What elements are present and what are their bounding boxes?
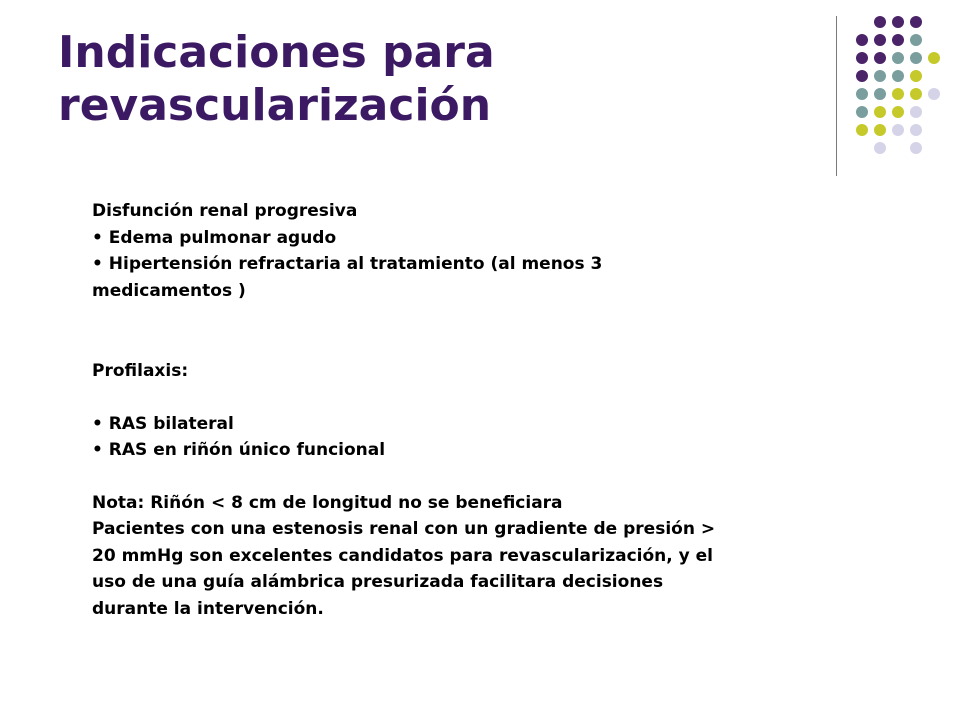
decorative-dot — [874, 34, 886, 46]
decorative-dot — [892, 124, 904, 136]
decorative-dot — [856, 106, 868, 118]
profilaxis-heading: Profilaxis: — [92, 361, 189, 381]
slide-title — [58, 26, 818, 132]
decorative-dot — [856, 52, 868, 64]
body-line: Disfunción renal progresiva — [92, 201, 358, 221]
decorative-dot — [892, 88, 904, 100]
title-line-1: Indicaciones para — [58, 27, 495, 78]
decorative-dot — [892, 106, 904, 118]
slide-body — [92, 198, 862, 622]
body-line: • Hipertensión refractaria al tratamiento (al menos 3 — [92, 254, 603, 274]
decorative-divider — [836, 16, 837, 176]
note-line: Nota: Riñón < 8 cm de longitud no se beneficiara — [92, 492, 563, 513]
decorative-dot — [856, 70, 868, 82]
decorative-dot — [856, 124, 868, 136]
decorative-dot — [874, 52, 886, 64]
profilaxis-item: • RAS en riñón único funcional — [92, 440, 386, 460]
decorative-dot — [874, 70, 886, 82]
decorative-dot — [910, 88, 922, 100]
decorative-dot — [856, 88, 868, 100]
body-line: medicamentos ) — [92, 280, 246, 301]
decorative-dot — [910, 142, 922, 154]
decorative-dot — [874, 88, 886, 100]
title-line-2: revascularización — [58, 80, 492, 131]
decorative-dot — [910, 52, 922, 64]
decorative-dot — [910, 34, 922, 46]
decorative-dot — [928, 88, 940, 100]
decorative-dot — [874, 106, 886, 118]
decorative-dot — [910, 106, 922, 118]
note-line: Pacientes con una estenosis renal con un gradiente de presión > — [92, 519, 716, 539]
decorative-dot — [910, 16, 922, 28]
decorative-dot — [892, 52, 904, 64]
note-line: uso de una guía alámbrica presurizada facilitara decisiones — [92, 572, 664, 592]
decorative-dot — [856, 34, 868, 46]
decorative-dot — [874, 142, 886, 154]
body-line: • Edema pulmonar agudo — [92, 227, 337, 248]
decorative-dot — [874, 124, 886, 136]
decorative-dot — [910, 124, 922, 136]
decorative-dot — [928, 52, 940, 64]
decorative-dot — [892, 34, 904, 46]
note-line: durante la intervención. — [92, 598, 324, 619]
profilaxis-item: • RAS bilateral — [92, 413, 234, 434]
decorative-dot — [892, 16, 904, 28]
note-line: 20 mmHg son excelentes candidatos para revascularización, y el — [92, 545, 713, 566]
decorative-dot — [892, 70, 904, 82]
decorative-dot — [910, 70, 922, 82]
decorative-dot — [874, 16, 886, 28]
